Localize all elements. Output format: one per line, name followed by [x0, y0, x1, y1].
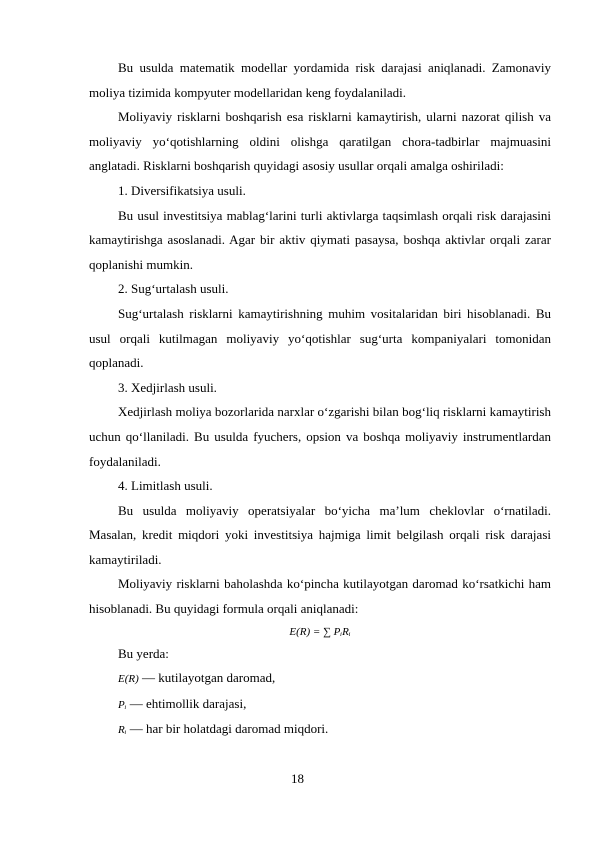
- page-number: 18: [291, 771, 304, 786]
- paragraph-limiting: Bu usulda moliyaviy operatsiyalar bo‘yicha ma’lum cheklovlar o‘rnatiladi. Masalan, kredit miqdori yoki investitsiya hajmiga limit belgilash orqali risk darajasi kamaytiriladi.: [89, 502, 551, 567]
- definition-text: — kutilayotgan daromad,: [138, 670, 276, 686]
- paragraph-insurance: Sug‘urtalash risklarni kamaytirishning muhim vositalaridan biri hisoblanadi. Bu usul orqali kutilmagan moliyaviy yo‘qotishlar sug‘urta kompaniyalari tomonidan qoplanadi.: [89, 305, 551, 371]
- symbol-return: Rᵢ: [118, 724, 127, 737]
- definition-text: — ehtimollik darajasi,: [126, 695, 247, 711]
- heading-insurance: 2. Sug‘urtalash usuli.: [118, 281, 229, 297]
- heading-limiting: 4. Limitlash usuli.: [118, 478, 213, 494]
- paragraph-diversification: Bu usul investitsiya mablag‘larini turli aktivlarga taqsimlash orqali risk darajasini kamaytirishga asoslanadi. Agar bir aktiv qiymati pasaysa, boshqa aktivlar orqali zarar qoplanishi mumkin.: [89, 207, 551, 272]
- symbol-probability: Pᵢ: [118, 698, 127, 711]
- document-page: [89, 56, 551, 743]
- paragraph-risk-management: Moliyaviy risklarni boshqarish esa risklarni kamaytirish, ularni nazorat qilish va moliyaviy yo‘qotishlarning oldini olishga qaratilgan chora-tadbirlar majmuasini anglatadi. Risklarni boshqarish quyidagi asosiy usullar orqali amalga oshiriladi:: [89, 109, 551, 174]
- heading-hedging: 3. Xedjirlash usuli.: [118, 379, 217, 395]
- heading-diversification: 1. Diversifikatsiya usuli.: [118, 182, 246, 198]
- expected-return-formula: E(R) = ∑ PᵢRᵢ: [289, 625, 351, 638]
- paragraph-expected-return: Moliyaviy risklarni baholashda ko‘pincha kutilayotgan daromad ko‘rsatkichi ham hisoblanadi. Bu quyidagi formula orqali aniqlanadi:: [89, 576, 551, 617]
- definition-text: — har bir holatdagi daromad miqdori.: [126, 721, 329, 737]
- where-label: Bu yerda:: [118, 645, 169, 661]
- definition-probability: [89, 692, 551, 718]
- symbol-expected-return: E(R): [118, 673, 139, 686]
- paragraph-intro: Bu usulda matematik modellar yordamida risk darajasi aniqlanadi. Zamonaviy moliya tizimida kompyuter modellaridan keng foydalaniladi.: [89, 60, 551, 100]
- definition-expected-return: [89, 666, 551, 692]
- paragraph-hedging-text: Xedjirlash moliya bozorlarida narxlar o‘zgarishi bilan bog‘liq risklarni kamaytirish uchun qo‘llaniladi. Bu usulda fyuchers, opsion va boshqa moliyaviy instrumentlardan foydalaniladi.: [89, 404, 551, 469]
- definition-return-amount: [89, 717, 551, 743]
